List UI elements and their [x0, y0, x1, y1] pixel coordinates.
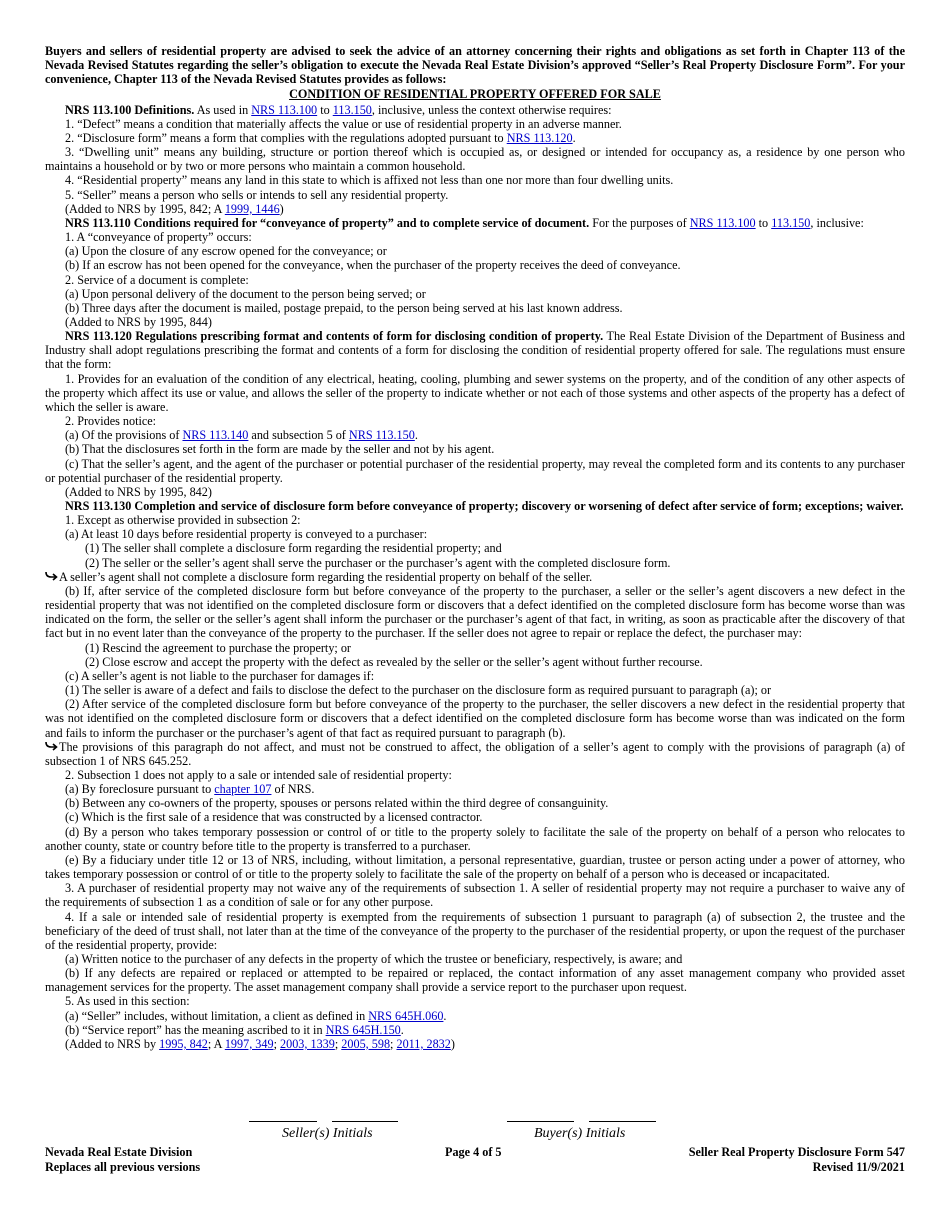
list-item: (e) By a fiduciary under title 12 or 13 of NRS, including, without limitation, a personal representative, guardian, trustee or person acting under a power of attorney, who takes temporary possession or control of or title to the property solely to facilitate the sale of the property on behalf of a person who is deceased or incapacitated. — [45, 852, 905, 882]
list-item: (2) After service of the completed disclosure form but before conveyance of the property to the purchaser, the seller discovers a new defect in the residential property that was not identified on the completed disclosure form or discovers that a defect identified on the completed disclosure form has become worse than was indicated on the form and fails to inform the purchaser or the purchaser’s agent of that fact as required pursuant to paragraph (b). — [45, 697, 905, 740]
footer-form-name: Seller Real Property Disclosure Form 547 — [688, 1145, 905, 1159]
nrs-113-100: NRS 113.100 Definitions. As used in NRS 113.100 to 113.150, inclusive, unless the context otherwise requires: — [65, 102, 612, 117]
list-item: (a) At least 10 days before residential property is conveyed to a purchaser: — [65, 527, 428, 542]
link-1997-349[interactable]: 1997, 349 — [224, 1036, 274, 1051]
buyer-initial-line-2[interactable] — [589, 1121, 656, 1122]
link-nrs-113-100[interactable]: NRS 113.100 — [251, 102, 318, 117]
list-item: 1. Except as otherwise provided in subsection 2: — [65, 513, 301, 528]
list-item: 4. If a sale or intended sale of residential property is exempted from the requirements of subsection 1 pursuant to paragraph (a) of subsection 2, the trustee and the beneficiary of the deed of trust shall, not later than at the time of the conveyance of the property to the purchaser of the residential property, or upon the request of the purchaser of the residential property, provide: — [45, 909, 905, 952]
definition-seller: 5. “Seller” means a person who sells or intends to sell any residential property. — [65, 187, 449, 202]
link-chapter-107[interactable]: chapter 107 — [214, 782, 272, 797]
nrs-113-100-title: NRS 113.100 Definitions. — [65, 102, 195, 117]
definition-dwelling-unit: 3. “Dwelling unit” means any building, structure or portion thereof which is occupied as, or designed or intended for occupancy as, a residence by one person who maintains a household or by two or more persons who maintain a common household. — [45, 145, 905, 174]
buyer-initial-line-1[interactable] — [507, 1121, 574, 1122]
seller-initial-line-2[interactable] — [332, 1121, 398, 1122]
list-item: (d) By a person who takes temporary possession or control of or title to the property solely to facilitate the sale of the property on behalf of a person who relocates to another county, state or country before title to the property is transferred to a purchaser. — [45, 824, 905, 853]
footer-right — [689, 1145, 905, 1174]
nrs-113-130-title: NRS 113.130 Completion and service of disclosure form before conveyance of property; discovery or worsening of defect after service of form; exceptions; waiver. — [65, 499, 904, 513]
seller-initial-line-1[interactable] — [249, 1121, 317, 1122]
footer-left — [45, 1145, 200, 1174]
nrs-113-120-history: (Added to NRS by 1995, 842) — [65, 484, 212, 499]
list-item: (1) Rescind the agreement to purchase the property; or — [85, 640, 351, 655]
link-2005-598[interactable]: 2005, 598 — [341, 1036, 391, 1051]
link-nrs-645h-150[interactable]: NRS 645H.150 — [325, 1022, 401, 1037]
page-number: Page 4 of 5 — [445, 1145, 502, 1159]
list-item: 2. Provides notice: — [65, 414, 157, 429]
nrs-113-110: NRS 113.110 Conditions required for “conveyance of property” and to complete service of document. For the purposes of NRS 113.100 to 113.150, inclusive: — [65, 215, 864, 230]
list-item: (b) If an escrow has not been opened for the conveyance, when the purchaser of the property receives the deed of conveyance. — [65, 258, 681, 273]
document-body — [45, 44, 905, 1051]
link-nrs-113-120[interactable]: NRS 113.120 — [506, 130, 573, 145]
list-item: 1. A “conveyance of property” occurs: — [65, 230, 252, 245]
footer-replaces: Replaces all previous versions — [45, 1159, 201, 1174]
intro-paragraph: Buyers and sellers of residential property are advised to seek the advice of an attorney concerning their rights and obligations as set forth in Chapter 113 of the Nevada Revised Statutes regarding the seller’s obligation to execute the Nevada Real Estate Division’s approved “Seller’s Real Property Disclosure Form”. For your convenience, Chapter 113 of the Nevada Revised Statutes provides as follows: — [45, 44, 905, 87]
list-item: (1) The seller is aware of a defect and fails to disclose the defect to the purchaser on the disclosure form as required pursuant to paragraph (a); or — [65, 683, 772, 698]
list-item: (b) That the disclosures set forth in the form are made by the seller and not by his agent. — [65, 442, 495, 457]
list-item: 3. A purchaser of residential property may not waive any of the requirements of subsection 1. A seller of residential property may not require a purchaser to waive any of the requirements of subsection 1 as a condition of sale or for any other purpose. — [45, 881, 905, 910]
link-1999-1446[interactable]: 1999, 1446 — [224, 201, 280, 216]
nrs-113-120: NRS 113.120 Regulations prescribing format and contents of form for disclosing condition of property. The Real Estate Division of the Department of Business and Industry shall adopt regulations prescribing the format and contents of a form for disclosing the condition of residential property offered for sale. The regulations must ensure that the form: — [45, 329, 906, 372]
continuation-paragraph: A seller’s agent shall not complete a disclosure form regarding the residential property on behalf of the seller. — [45, 570, 905, 584]
footer-revised: Revised 11/9/2021 — [812, 1159, 905, 1174]
list-item: (1) The seller shall complete a disclosure form regarding the residential property; and — [85, 541, 502, 556]
nrs-113-110-history: (Added to NRS by 1995, 844) — [65, 314, 212, 329]
list-item: (a) Of the provisions of NRS 113.140 and subsection 5 of NRS 113.150. — [65, 428, 418, 443]
list-item: 1. Provides for an evaluation of the condition of any electrical, heating, cooling, plumbing and sewer systems on the property, and of the condition of any other aspects of the property which affect its use or value, and allows the seller of the property to indicate whether or not each of those systems and other aspects of the property has a defect of which the seller is aware. — [45, 371, 905, 414]
list-item: (c) Which is the first sale of a residence that was constructed by a licensed contractor. — [65, 810, 483, 825]
list-item: (b) “Service report” has the meaning ascribed to it in NRS 645H.150. — [65, 1022, 404, 1037]
link-1995-842[interactable]: 1995, 842 — [159, 1036, 208, 1051]
link-nrs-645h-060[interactable]: NRS 645H.060 — [368, 1008, 444, 1023]
list-item: 2. Service of a document is complete: — [65, 272, 249, 287]
definition-disclosure-form: 2. “Disclosure form” means a form that complies with the regulations adopted pursuant to NRS 113.120. — [65, 130, 576, 145]
link-2003-1339[interactable]: 2003, 1339 — [280, 1036, 335, 1051]
section-heading: CONDITION OF RESIDENTIAL PROPERTY OFFERED FOR SALE — [289, 87, 661, 102]
buyer-initials-label: Buyer(s) Initials — [534, 1126, 626, 1141]
list-item: (b) Three days after the document is mailed, postage prepaid, to the person being served at his last known address. — [65, 300, 623, 315]
nrs-113-130-history: (Added to NRS by 1995, 842; A 1997, 349; 2003, 1339; 2005, 598; 2011, 2832) — [65, 1036, 455, 1051]
list-item: (2) Close escrow and accept the property with the defect as revealed by the seller or the seller’s agent without further recourse. — [85, 654, 703, 669]
nrs-113-120-title: NRS 113.120 Regulations prescribing format and contents of form for disclosing condition of property. — [65, 329, 604, 344]
list-item: (2) The seller or the seller’s agent shall serve the purchaser or the purchaser’s agent with the completed disclosure form. — [85, 555, 671, 570]
list-item: 5. As used in this section: — [65, 994, 190, 1009]
list-item: (a) Upon the closure of any escrow opened for the conveyance; or — [65, 244, 387, 259]
list-item: (b) Between any co-owners of the property, spouses or persons related within the third degree of consanguinity. — [65, 796, 609, 811]
list-item: (a) Written notice to the purchaser of any defects in the property of which the trustee or beneficiary, respectively, is aware; and — [65, 952, 683, 966]
link-nrs-113-150[interactable]: NRS 113.150 — [348, 428, 415, 443]
continuation-paragraph: The provisions of this paragraph do not affect, and must not be construed to affect, the obligation of a seller’s agent to comply with the provisions of paragraph (a) of subsection 1 of NRS 645.252. — [45, 739, 905, 768]
list-item: (a) “Seller” includes, without limitation, a client as defined in NRS 645H.060. — [65, 1008, 447, 1023]
arrow-turn-icon — [45, 570, 59, 584]
link-113-150[interactable]: 113.150 — [332, 102, 372, 117]
list-item: (b) If any defects are repaired or replaced or attempted to be repaired or replaced, the contact information of any asset management company who provided asset management services for the property. The asset management company shall provide a service report to the purchaser upon request. — [45, 966, 905, 995]
list-item: (c) That the seller’s agent, and the agent of the purchaser or potential purchaser of the residential property, may reveal the completed form and its contents to any purchaser or potential purchaser of the residential property. — [45, 456, 905, 485]
definition-defect: 1. “Defect” means a condition that materially affects the value or use of residential property in an adverse manner. — [65, 116, 622, 131]
list-item: (c) A seller’s agent is not liable to the purchaser for damages if: — [65, 668, 375, 683]
list-item: (a) By foreclosure pursuant to chapter 107 of NRS. — [65, 782, 315, 797]
list-item: (a) Upon personal delivery of the document to the person being served; or — [65, 286, 426, 301]
link-113-150[interactable]: 113.150 — [771, 215, 811, 230]
link-nrs-113-140[interactable]: NRS 113.140 — [182, 428, 249, 443]
definition-residential-property: 4. “Residential property” means any land in this state to which is affixed not less than one nor more than four dwelling units. — [65, 173, 674, 188]
link-2011-2832[interactable]: 2011, 2832 — [396, 1036, 451, 1051]
nrs-113-100-history: (Added to NRS by 1995, 842; A 1999, 1446) — [65, 201, 284, 216]
nrs-113-110-title: NRS 113.110 Conditions required for “conveyance of property” and to complete service of document. — [65, 215, 590, 230]
link-nrs-113-100[interactable]: NRS 113.100 — [689, 215, 756, 230]
footer-division: Nevada Real Estate Division — [45, 1145, 193, 1159]
seller-initials-label: Seller(s) Initials — [282, 1126, 373, 1141]
list-item: (b) If, after service of the completed disclosure form but before conveyance of the property to the purchaser, a seller or the seller’s agent discovers a new defect in the residential property that was not identified on the completed disclosure form or discovers that a defect identified on the completed disclosure form has become worse than was indicated on the form, the seller or the seller’s agent shall inform the purchaser or the purchaser’s agent of that fact, in writing, as soon as practicable after the discovery of that fact but in no event later than the conveyance of the property to the purchaser. If the seller does not agree to repair or replace the defect, the purchaser may: — [45, 583, 905, 641]
arrow-turn-icon — [45, 740, 59, 754]
list-item: 2. Subsection 1 does not apply to a sale or intended sale of residential property: — [65, 767, 452, 782]
